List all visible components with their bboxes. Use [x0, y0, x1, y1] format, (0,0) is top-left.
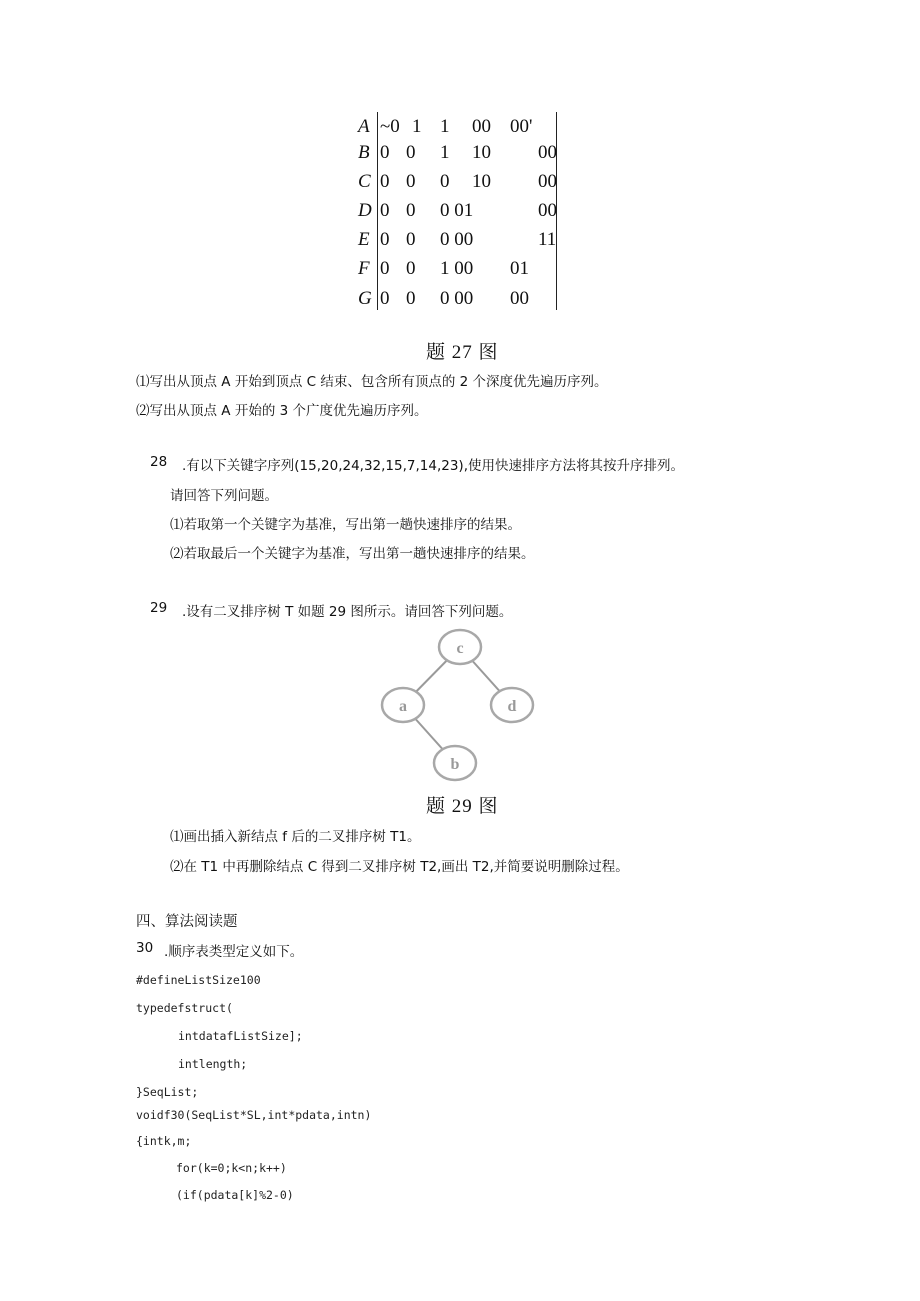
- code-line: intdatafListSize];: [178, 1029, 303, 1043]
- code-line: typedefstruct(: [136, 1001, 233, 1015]
- q29-number: 29: [150, 600, 168, 616]
- matrix-cell: 0: [406, 200, 416, 221]
- q29-sub2: ⑵在 T1 中再删除结点 C 得到二叉排序树 T2,画出 T2,并简要说明删除过程。: [170, 859, 629, 875]
- matrix-row: [350, 171, 580, 197]
- code-line: #defineListSize100: [136, 973, 261, 987]
- code-line: for(k=0;k<n;k++): [176, 1161, 287, 1175]
- adjacency-matrix: [350, 108, 580, 313]
- code-line: voidf30(SeqList*SL,int*pdata,intn): [136, 1108, 372, 1122]
- row-label: B: [358, 142, 370, 163]
- q28-number: 28: [150, 454, 168, 470]
- row-label: D: [358, 200, 372, 221]
- matrix-cell: 11: [538, 229, 557, 250]
- matrix-cell: 01: [510, 258, 529, 279]
- matrix-row: [350, 142, 580, 168]
- q27-sub1: ⑴写出从顶点 A 开始到顶点 C 结束、包含所有顶点的 2 个深度优先遍历序列。: [136, 374, 608, 390]
- q28-prompt: 请回答下列问题。: [170, 488, 278, 504]
- matrix-row: [350, 116, 580, 142]
- matrix-cell: 00: [538, 142, 557, 163]
- figure-29-caption: 题 29 图: [426, 796, 499, 817]
- q30-number: 30: [136, 940, 154, 956]
- matrix-cell: 00: [510, 288, 529, 309]
- svg-text:c: c: [456, 640, 464, 657]
- tree-node-d: [491, 688, 533, 722]
- matrix-cell: 0: [380, 142, 390, 163]
- code-line: }SeqList;: [136, 1085, 199, 1099]
- q28-sub1: ⑴若取第一个关键字为基准，写出第一趟快速排序的结果。: [170, 517, 521, 533]
- matrix-row: [350, 288, 580, 314]
- matrix-cell: 0: [406, 171, 416, 192]
- matrix-cell: 1: [440, 116, 450, 137]
- q28-sub2: ⑵若取最后一个关键字为基准，写出第一趟快速排序的结果。: [170, 546, 535, 562]
- matrix-cell: 1 00: [440, 258, 474, 279]
- row-label: A: [358, 116, 370, 137]
- matrix-cell: 0: [380, 171, 390, 192]
- matrix-cell: 10: [472, 171, 491, 192]
- matrix-cell: 10: [472, 142, 491, 163]
- matrix-row: [350, 200, 580, 226]
- matrix-cell: 0: [406, 229, 416, 250]
- row-label: G: [358, 288, 372, 309]
- matrix-cell: 0 00: [440, 229, 474, 250]
- q27-sub2: ⑵写出从顶点 A 开始的 3 个广度优先遍历序列。: [136, 403, 428, 419]
- row-label: F: [358, 258, 370, 279]
- figure-27-caption: 题 27 图: [426, 342, 499, 363]
- svg-text:b: b: [450, 756, 460, 773]
- matrix-cell: 0 01: [440, 200, 474, 221]
- tree-node-b: [434, 746, 476, 780]
- row-label: C: [358, 171, 371, 192]
- matrix-cell: 0: [440, 171, 450, 192]
- q30-text: .顺序表类型定义如下。: [164, 944, 304, 960]
- code-line: {intk,m;: [136, 1134, 192, 1148]
- matrix-cell: 00': [510, 116, 533, 137]
- matrix-cell: 00: [538, 171, 557, 192]
- binary-sort-tree: [375, 625, 545, 785]
- section-4-title: 四、算法阅读题: [136, 914, 238, 930]
- matrix-cell: 00: [472, 116, 491, 137]
- matrix-row: [350, 229, 580, 255]
- matrix-cell: 1: [412, 116, 422, 137]
- svg-text:d: d: [507, 698, 517, 715]
- matrix-cell: 1: [440, 142, 450, 163]
- matrix-cell: 0: [380, 258, 390, 279]
- code-line: (if(pdata[k]%2-0): [176, 1188, 294, 1202]
- tree-node-c: [439, 630, 481, 664]
- matrix-cell: 0: [406, 288, 416, 309]
- matrix-cell: 0: [380, 200, 390, 221]
- matrix-cell: ~0: [380, 116, 400, 137]
- row-label: E: [358, 229, 370, 250]
- matrix-cell: 0: [406, 142, 416, 163]
- matrix-row: [350, 258, 580, 284]
- code-line: intlength;: [178, 1057, 248, 1071]
- q29-text: .设有二叉排序树 T 如题 29 图所示。请回答下列问题。: [182, 604, 513, 620]
- matrix-cell: 0 00: [440, 288, 474, 309]
- tree-node-a: [382, 688, 424, 722]
- q29-sub1: ⑴画出插入新结点 f 后的二叉排序树 T1。: [170, 829, 421, 845]
- matrix-cell: 0: [380, 288, 390, 309]
- matrix-cell: 00: [538, 200, 557, 221]
- matrix-cell: 0: [380, 229, 390, 250]
- svg-text:a: a: [399, 698, 407, 715]
- matrix-cell: 0: [406, 258, 416, 279]
- q28-text: .有以下关键字序列(15,20,24,32,15,7,14,23),使用快速排序方法将其按升序排列。: [182, 458, 684, 474]
